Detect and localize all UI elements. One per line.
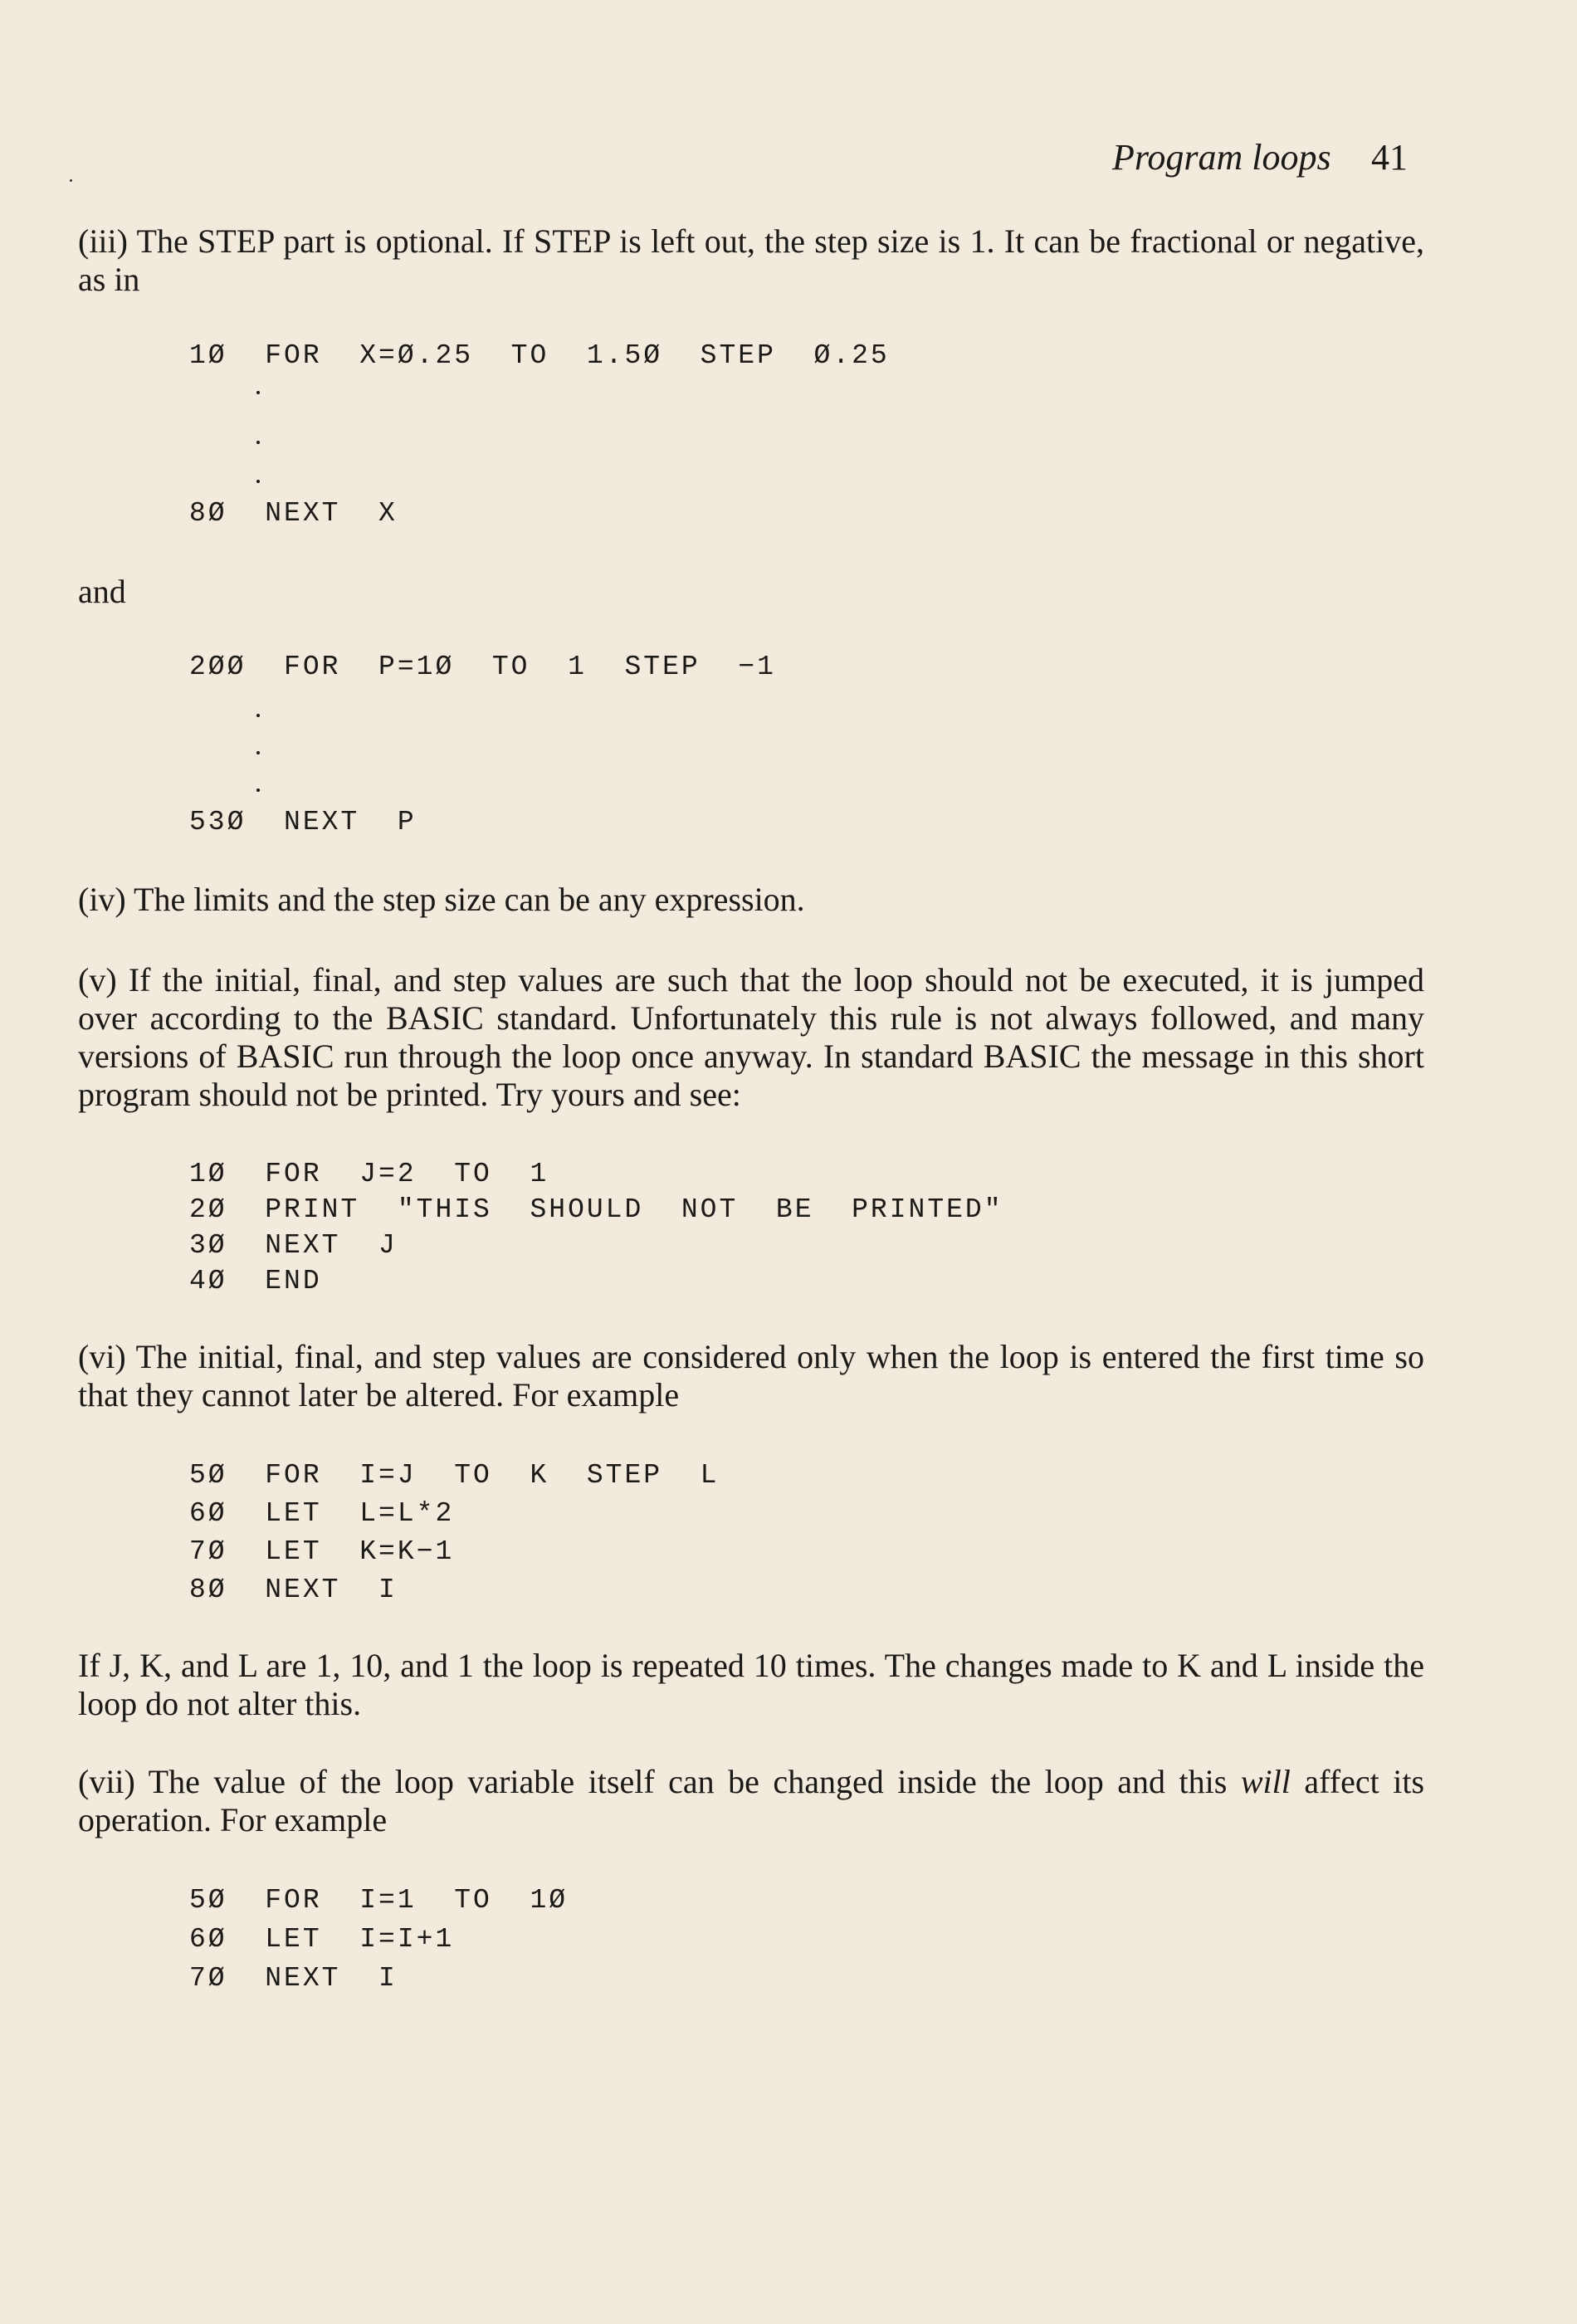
paragraph-vii bbox=[78, 1763, 1424, 1839]
code-line: 5Ø FOR I=1 TO 1Ø bbox=[189, 1885, 569, 1916]
paragraph-v: (v) If the initial, final, and step values are such that the loop should not be executed, it is jumped over according to the BASIC standard. Unfortunately this rule is not always followed, and many versions of BASIC run through the loop once anyway. In standard BASIC the message in this short program should not be printed. Try yours and see: bbox=[78, 961, 1424, 1113]
code-line: 7Ø NEXT I bbox=[189, 1963, 398, 1994]
code-line: 4Ø END bbox=[189, 1266, 322, 1296]
code-block-fractional-step-end bbox=[189, 498, 398, 529]
emphasis-will: will bbox=[1240, 1763, 1291, 1800]
and-text: and bbox=[78, 573, 126, 610]
code-block-modify-loop-variable bbox=[189, 1881, 568, 1998]
code-block-altered-limits bbox=[189, 1457, 720, 1609]
paragraph-vii-text-end: affect its operation. For example bbox=[78, 1763, 1425, 1838]
ellipsis-dot bbox=[256, 714, 260, 717]
stray-mark bbox=[70, 179, 72, 182]
code-line: 7Ø LET K=K−1 bbox=[189, 1536, 455, 1567]
code-line: 2Ø PRINT "THIS SHOULD NOT BE PRINTED" bbox=[189, 1194, 1003, 1225]
code-line: 1Ø FOR J=2 TO 1 bbox=[189, 1159, 549, 1189]
code-line: 3Ø NEXT J bbox=[189, 1230, 398, 1261]
ellipsis-dot bbox=[256, 480, 260, 483]
code-line: 6Ø LET I=I+1 bbox=[189, 1924, 455, 1955]
code-block-skip-loop bbox=[189, 1156, 1003, 1299]
code-block-fractional-step bbox=[189, 340, 890, 371]
code-line: 1Ø FOR X=Ø.25 TO 1.5Ø STEP Ø.25 bbox=[189, 340, 890, 371]
paragraph-jkl: If J, K, and L are 1, 10, and 1 the loop is repeated 10 times. The changes made to K and L inside the loop do not alter this. bbox=[78, 1647, 1424, 1722]
code-line: 8Ø NEXT I bbox=[189, 1575, 398, 1605]
paragraph-iv: (iv) The limits and the step size can be any expression. bbox=[78, 881, 805, 918]
running-header-title: Program loops bbox=[1112, 137, 1331, 178]
paragraph-iii: (iii) The STEP part is optional. If STEP is left out, the step size is 1. It can be fractional or negative, as in bbox=[78, 222, 1424, 298]
code-block-negative-step-end bbox=[189, 807, 417, 837]
code-line: 6Ø LET L=L*2 bbox=[189, 1498, 455, 1529]
page-number: 41 bbox=[1371, 137, 1408, 178]
paragraph-vi: (vi) The initial, final, and step values are considered only when the loop is entered the first time so that they cannot later be altered. For example bbox=[78, 1338, 1424, 1413]
code-line: 2ØØ FOR P=1Ø TO 1 STEP −1 bbox=[189, 652, 776, 682]
ellipsis-dot bbox=[256, 391, 260, 394]
paragraph-vii-text: (vii) The value of the loop variable itself can be changed inside the loop and this bbox=[78, 1763, 1228, 1800]
code-line: 53Ø NEXT P bbox=[189, 807, 417, 837]
code-block-negative-step bbox=[189, 652, 776, 682]
ellipsis-dot bbox=[256, 751, 260, 754]
ellipsis-dot bbox=[256, 788, 260, 792]
ellipsis-dot bbox=[256, 441, 260, 444]
code-line: 5Ø FOR I=J TO K STEP L bbox=[189, 1460, 720, 1491]
code-line: 8Ø NEXT X bbox=[189, 498, 398, 529]
